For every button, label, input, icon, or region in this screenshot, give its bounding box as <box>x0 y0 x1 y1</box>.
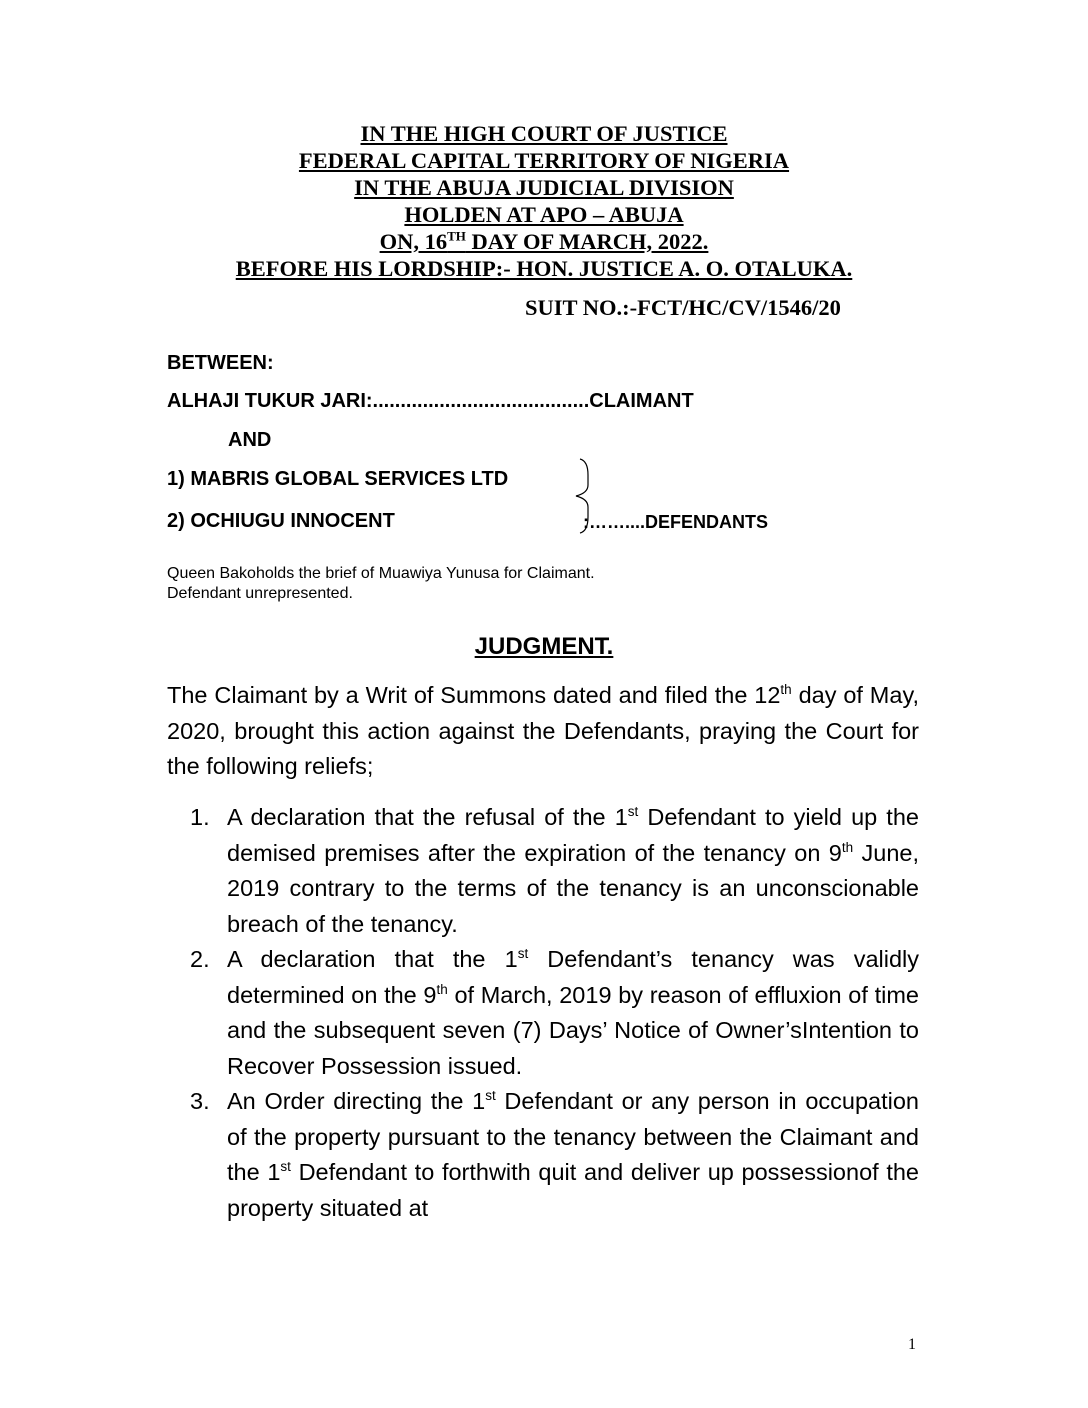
defendant-representation: Defendant unrepresented. <box>167 585 353 602</box>
reliefs-list <box>190 800 919 1226</box>
defendant-1: 1) MABRIS GLOBAL SERVICES LTD <box>167 468 509 490</box>
relief-item: 3. An Order directing the 1st Defendant or any person in occupation of the property pursuant to the tenancy between the Claimant and the 1st Defendant to forthwith quit and deliver up possessionof the property situated at <box>190 1088 919 1221</box>
and-label: AND <box>228 429 272 451</box>
suit-number: SUIT NO.:-FCT/HC/CV/1546/20 <box>525 295 841 320</box>
judicial-division: IN THE ABUJA JUDICIAL DIVISION <box>354 175 734 200</box>
relief-item: 2. A declaration that the 1st Defendant’s tenancy was validly determined on the 9th of March, 2019 by reason of effluxion of time and the subsequent seven (7) Days’ Notice of Owner’sIntention to Recover Possession issued. <box>190 946 919 1079</box>
claimant-counsel: Queen Bakoholds the brief of Muawiya Yunusa for Claimant. <box>167 565 595 582</box>
defendant-2: 2) OCHIUGU INNOCENT <box>167 510 395 532</box>
curly-brace <box>560 455 610 537</box>
relief-item: 1. A declaration that the refusal of the 1st Defendant to yield up the demised premises after the expiration of the tenancy on 9th June, 2019 contrary to the terms of the tenancy is an unconscionable breach of the tenancy. <box>190 804 919 937</box>
hearing-date: ON, 16TH DAY OF MARCH, 2022. <box>379 228 709 254</box>
court-location: HOLDEN AT APO – ABUJA <box>404 202 684 227</box>
judgment-title: JUDGMENT. <box>474 633 614 660</box>
claimant-line: ALHAJI TUKUR JARI:.......................................CLAIMANT <box>167 390 694 412</box>
court-header <box>0 120 1088 282</box>
between-label: BETWEEN: <box>167 352 274 374</box>
court-name: IN THE HIGH COURT OF JUSTICE <box>360 121 728 146</box>
appearance-note <box>167 564 595 604</box>
intro-paragraph: The Claimant by a Writ of Summons dated and filed the 12th day of May, 2020, brought this action against the Defendants, praying the Court for the following reliefs; <box>167 682 919 779</box>
defendants-label: :……....DEFENDANTS <box>583 512 769 532</box>
page-number: 1 <box>908 1336 916 1353</box>
presiding-judge: BEFORE HIS LORDSHIP:- HON. JUSTICE A. O. OTALUKA. <box>235 256 853 281</box>
territory: FEDERAL CAPITAL TERRITORY OF NIGERIA <box>298 148 790 173</box>
